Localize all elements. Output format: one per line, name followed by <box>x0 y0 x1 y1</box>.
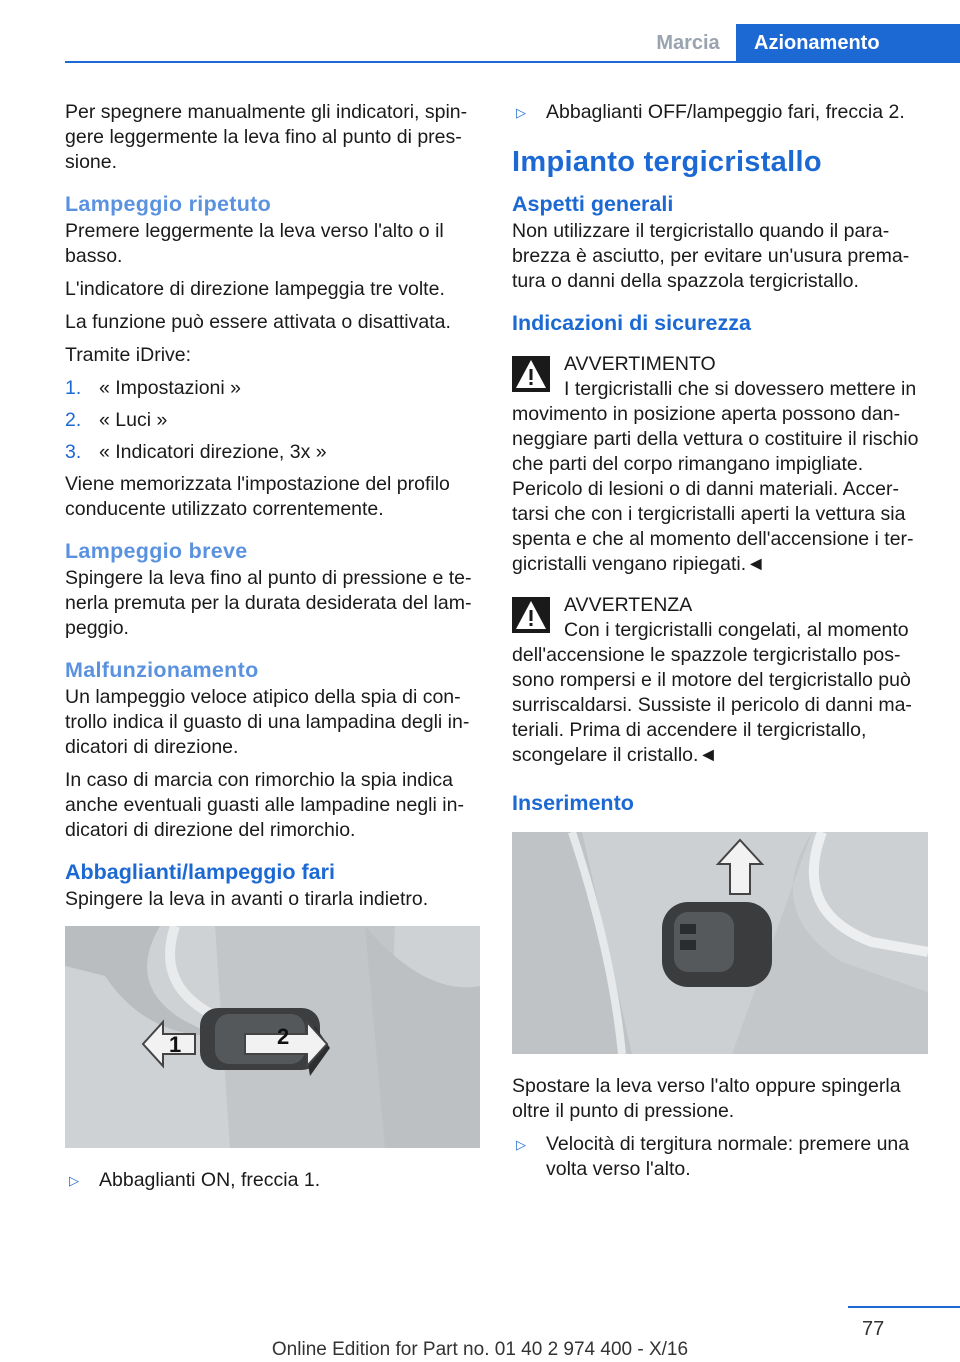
heading-abbaglianti: Abbaglianti/lampeggio fari <box>65 860 335 884</box>
paragraph: Viene memorizzata l'impostazione del profilo conducente utilizzato correntemente. <box>65 473 450 520</box>
header-rule <box>65 61 960 63</box>
heading-malfunzionamento: Malfunzionamento <box>65 658 259 682</box>
bullet-triangle-icon: ▷ <box>516 1137 526 1152</box>
heading-inserimento: Inserimento <box>512 791 634 815</box>
step-text: « Luci » <box>99 409 168 431</box>
paragraph: Spingere la leva fino al punto di pressione e tenerla premuta per la durata desiderata del lampeggio. <box>65 567 472 639</box>
figure-label-2: 2 <box>277 1024 290 1049</box>
warning-triangle-icon <box>512 356 550 392</box>
list-item <box>65 440 480 465</box>
headlight-lever-illustration <box>65 926 480 1148</box>
step-text: « Impostazioni » <box>99 377 241 399</box>
paragraph: Spostare la leva verso l'alto oppure spingerla oltre il punto di pressione. <box>512 1075 901 1122</box>
paragraph: Tramite iDrive: <box>65 344 192 366</box>
heading-impianto-tergicristallo: Impianto tergicristallo <box>512 146 822 178</box>
warning-triangle-icon <box>512 597 550 633</box>
bullet-list <box>512 100 928 125</box>
notice-title: AVVERTENZA <box>564 594 693 616</box>
paragraph: Un lampeggio veloce atipico della spia di controllo indica il guasto di una lampadina degli indicatori di direzione. <box>65 686 470 758</box>
paragraph: In caso di marcia con rimorchio la spia indica anche eventuali guasti alle lampadine negli indicatori di direzione del rimorchio. <box>65 769 464 841</box>
list-item <box>65 376 480 401</box>
warning-block <box>512 352 928 577</box>
left-column <box>65 100 480 1200</box>
list-item <box>512 100 928 125</box>
intro-paragraph: Per spegnere manualmente gli indicatori, spingere leggermente la leva fino al punto di pressione. <box>65 101 468 173</box>
figure-headlight-lever <box>65 926 480 1148</box>
heading-lampeggio-breve: Lampeggio breve <box>65 539 248 563</box>
step-number: 3. <box>65 441 82 463</box>
paragraph: L'indicatore di direzione lampeggia tre volte. <box>65 278 445 300</box>
bullet-text: Abbaglianti OFF/lampeggio fari, freccia 2. <box>546 101 905 123</box>
header-section: Marcia <box>656 32 720 54</box>
wiper-lever-illustration <box>512 832 928 1054</box>
list-item <box>65 408 480 433</box>
list-item <box>512 1132 928 1182</box>
page-number-rule <box>848 1306 960 1308</box>
paragraph: Spingere la leva in avanti o tirarla indietro. <box>65 888 429 910</box>
page-number: 77 <box>862 1318 885 1340</box>
header-chapter: Azionamento <box>736 24 960 62</box>
list-item <box>65 1168 480 1193</box>
notice-text: Con i tergicristalli congelati, al momento dell'accensione le spazzole tergicristallo possono rompersi e il motore del tergicristallo può surriscaldarsi. Sussiste il pericolo di danni materiali. Prima di accendere il tergicristallo, scongelare il cristallo.◄ <box>512 619 912 766</box>
heading-sicurezza: Indicazioni di sicurezza <box>512 311 751 335</box>
heading-lampeggio-ripetuto: Lampeggio ripetuto <box>65 192 272 216</box>
notice-block <box>512 593 928 768</box>
bullet-text: Abbaglianti ON, freccia 1. <box>99 1169 321 1191</box>
paragraph: La funzione può essere attivata o disattivata. <box>65 311 451 333</box>
step-text: « Indicatori direzione, 3x » <box>99 441 327 463</box>
paragraph: Premere leggermente la leva verso l'alto o il basso. <box>65 220 444 267</box>
figure-label-1: 1 <box>169 1032 182 1057</box>
bullet-triangle-icon: ▷ <box>516 105 526 120</box>
edition-footer: Online Edition for Part no. 01 40 2 974 400 - X/16 <box>271 1339 689 1360</box>
bullet-list <box>512 1132 928 1182</box>
warning-text: I tergicristalli che si dovessero mettere in movimento in posizione aperta possono danneggiare parti della vettura o costituire il rischio che parti del corpo rimangano impigliate. Pericolo di lesioni o di danni materiali. Accertarsi che con i tergicristalli aperti la vettura sia spenta e che al momento dell'accensione i tergicristalli vengano ripiegati.◄ <box>512 378 919 575</box>
step-number: 2. <box>65 409 82 431</box>
figure-wiper-lever <box>512 832 928 1054</box>
bullet-text: Velocità di tergitura normale: premere una volta verso l'alto. <box>546 1133 910 1180</box>
warning-title: AVVERTIMENTO <box>564 353 716 375</box>
heading-aspetti-generali: Aspetti generali <box>512 192 674 216</box>
bullet-triangle-icon: ▷ <box>69 1173 79 1188</box>
step-number: 1. <box>65 377 82 399</box>
paragraph: Non utilizzare il tergicristallo quando il parabrezza è asciutto, per evitare un'usura prematura o danni della spazzola tergicristallo. <box>512 220 910 292</box>
right-column <box>512 100 928 1189</box>
bullet-list <box>65 1168 480 1193</box>
idrive-steps <box>65 376 480 465</box>
